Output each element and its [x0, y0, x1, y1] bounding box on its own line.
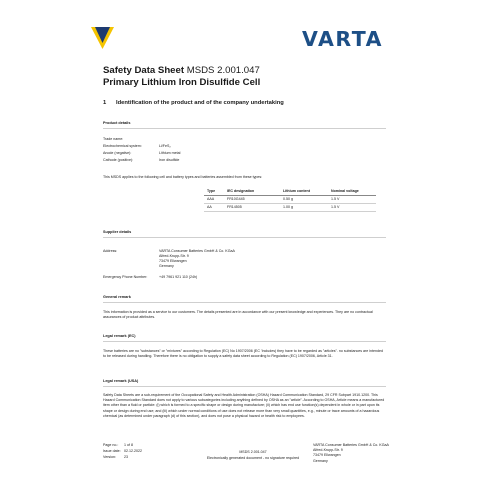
- company-line: Alfred-Krupp-Str. 9: [313, 448, 343, 453]
- divider: [103, 237, 386, 238]
- divider: [103, 128, 386, 129]
- supplier-details-heading: Supplier details: [103, 230, 132, 234]
- legal-ec-text: These batteries are no "substances" or "mixtures" according to Regulation (EC) No 1907/2006 (EC 'Includes) they have to be regarded as "articles". no substances are intended to be released during handling. Therefore there is no obligation to supply a safety data sheet according to Regulation (EC) 1907/2006, Article 31.: [103, 349, 384, 359]
- divider: [103, 386, 386, 387]
- section-title: Identification of the product and of the company undertaking: [116, 100, 284, 106]
- table-header: IEC designation: [224, 188, 280, 195]
- detail-key: Electrochemical system:: [103, 144, 142, 148]
- footer-msds-code: MSDS 2.001.047: [239, 450, 267, 454]
- battery-types-table: [204, 188, 376, 212]
- issue-date: 02.12.2022: [124, 448, 142, 453]
- detail-value: Li/FeS₂: [159, 144, 171, 148]
- page-label: Page no.:: [103, 443, 119, 447]
- msds-code: MSDS 2.001.047: [186, 65, 260, 76]
- table-row: [204, 195, 376, 203]
- address-label: Address:: [103, 249, 118, 253]
- table-cell: AA: [204, 203, 224, 211]
- page-subtitle: Primary Lithium Iron Disulfide Cell: [103, 77, 261, 88]
- address-line: Germany: [159, 263, 174, 268]
- legal-ec-heading: Legal remark (EC): [103, 334, 136, 338]
- footer-note: Electronically generated document - no signature required: [206, 455, 300, 460]
- company-line: 73479 Ellwangen: [313, 453, 341, 458]
- version-number: 23: [124, 454, 128, 459]
- version-label: Version:: [103, 454, 116, 459]
- applies-text: This MSDS applies to the following cell and battery types and batteries assembled from these types:: [103, 175, 263, 179]
- emergency-label: Emergency Phone Number:: [103, 275, 148, 279]
- general-remark-heading: General remark: [103, 295, 131, 299]
- general-remark-text: This information is provided as a service to our customers. The details presented are in accordance with our present knowledge and experiences. They are no contractual assurances of product attributes.: [103, 310, 373, 320]
- table-cell: AAA: [204, 195, 224, 203]
- footer-company: [313, 443, 389, 464]
- table-cell: 1.5 V: [328, 203, 376, 211]
- detail-key: Anode (negative):: [103, 151, 132, 155]
- footer-center: [206, 450, 300, 462]
- table-header-row: [204, 188, 376, 195]
- brand-wordmark: VARTA: [302, 27, 383, 51]
- company-line: VARTA Consumer Batteries GmbH & Co. KGaA: [313, 443, 389, 447]
- supplier-address: [159, 249, 235, 268]
- table-header: Type: [204, 188, 224, 195]
- table-cell: 1.5 V: [328, 195, 376, 203]
- divider: [103, 302, 386, 303]
- table-header: Nominal voltage: [328, 188, 376, 195]
- detail-value: Iron disulfide: [159, 158, 180, 162]
- detail-key: Cathode (positive):: [103, 158, 134, 162]
- table-cell: FR14505: [224, 203, 280, 211]
- issue-label: Issue date:: [103, 448, 121, 453]
- company-line: Germany: [313, 458, 328, 463]
- section-number: 1: [103, 100, 107, 106]
- address-line: 73479 Ellwangen: [159, 258, 187, 263]
- detail-key: Trade name:: [103, 137, 124, 141]
- emergency-phone: +49 7961 921 110 (24h): [159, 275, 198, 279]
- section-heading: [103, 100, 284, 106]
- table-cell: 1.00 g: [280, 203, 328, 211]
- product-details-heading: Product details: [103, 121, 131, 125]
- page-number: 1 of 8: [124, 443, 133, 447]
- table-cell: FR10G445: [224, 195, 280, 203]
- footer-meta: [103, 443, 142, 460]
- table-cell: 0.50 g: [280, 195, 328, 203]
- varta-logo-icon: [91, 27, 114, 49]
- address-line: Alfred-Krupp-Str. 9: [159, 253, 189, 258]
- legal-usa-heading: Legal remark (USA): [103, 379, 139, 383]
- table-row: [204, 203, 376, 211]
- address-line: VARTA Consumer Batteries GmbH & Co. KGaA: [159, 249, 235, 253]
- detail-value: Lithium metal: [159, 151, 181, 155]
- table-header: Lithium content: [280, 188, 328, 195]
- divider: [103, 341, 386, 342]
- page-title: [103, 65, 260, 77]
- title-text: Safety Data Sheet: [103, 65, 185, 76]
- legal-usa-text: Safety Data Sheets are a sub-requirement of the Occupational Safety and Health Administration (OSHA) Hazard Communication Standard, 29 CFR Subpart 1910.1200. This Hazard Communication Standard does not apply to various subcategories including anything defined by OSHA as an "article". According to OSHA, Article means a manufactured item other than a fluid or particle: (i) which is formed to a specific shape or design during manufacture; (ii) which has end use function(s) dependent in whole or in part upon its shape or design during end use; and (iii) which under normal conditions of use does not release more than very small quantities, e.g., minute or trace amounts of a hazardous chemical (as determined under paragraph (d) of this section), and does not pose a physical hazard or health risk to employees.: [103, 393, 385, 418]
